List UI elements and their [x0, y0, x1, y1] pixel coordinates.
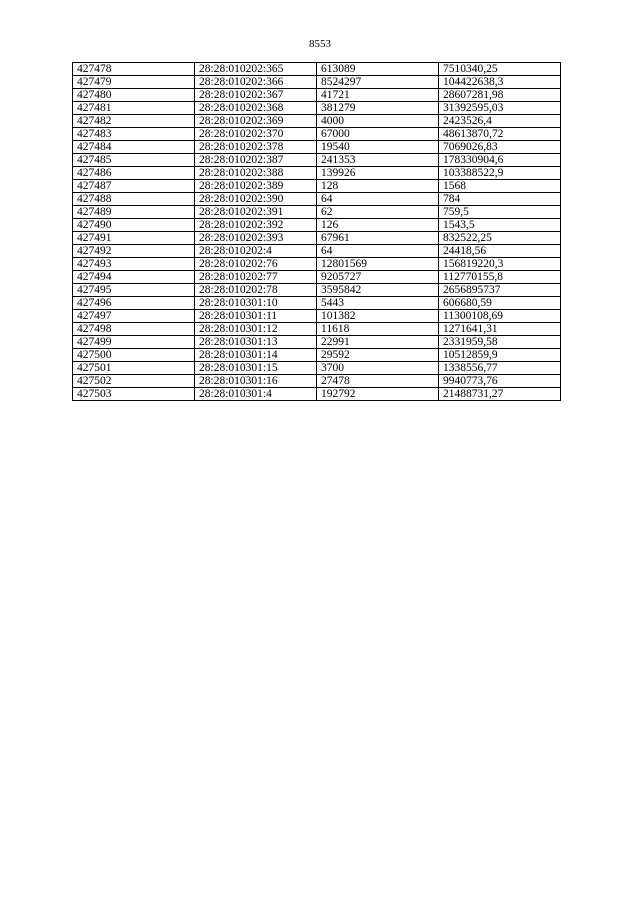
- cell-value: 21488731,27: [439, 388, 561, 401]
- table-row: [73, 349, 561, 362]
- cell-cadastral-id: 28:28:010301:11: [195, 310, 317, 323]
- cell-cadastral-id: 28:28:010301:14: [195, 349, 317, 362]
- cell-cadastral-id: 28:28:010202:388: [195, 167, 317, 180]
- cell-cadastral-id: 28:28:010202:4: [195, 245, 317, 258]
- cell-number: 427487: [73, 180, 195, 193]
- cell-cadastral-id: 28:28:010202:77: [195, 271, 317, 284]
- cell-value: 832522,25: [439, 232, 561, 245]
- cell-number: 427501: [73, 362, 195, 375]
- cell-area: 241353: [317, 154, 439, 167]
- cell-number: 427498: [73, 323, 195, 336]
- table-row: [73, 258, 561, 271]
- cell-area: 41721: [317, 89, 439, 102]
- cell-value: 7510340,25: [439, 63, 561, 76]
- cell-value: 784: [439, 193, 561, 206]
- cell-number: 427483: [73, 128, 195, 141]
- cell-number: 427484: [73, 141, 195, 154]
- table-row: [73, 102, 561, 115]
- cell-number: 427495: [73, 284, 195, 297]
- cell-value: 31392595,03: [439, 102, 561, 115]
- table-row: [73, 284, 561, 297]
- table-row: [73, 362, 561, 375]
- cell-number: 427481: [73, 102, 195, 115]
- cell-value: 28607281,98: [439, 89, 561, 102]
- cell-value: 1568: [439, 180, 561, 193]
- cell-number: 427492: [73, 245, 195, 258]
- cell-number: 427499: [73, 336, 195, 349]
- cell-cadastral-id: 28:28:010301:15: [195, 362, 317, 375]
- cell-cadastral-id: 28:28:010301:16: [195, 375, 317, 388]
- table-row: [73, 154, 561, 167]
- cell-area: 139926: [317, 167, 439, 180]
- cell-area: 62: [317, 206, 439, 219]
- table-row: [73, 167, 561, 180]
- page-number: 8553: [309, 38, 331, 50]
- cell-value: 759,5: [439, 206, 561, 219]
- cell-value: 1338556,77: [439, 362, 561, 375]
- cell-number: 427482: [73, 115, 195, 128]
- cell-cadastral-id: 28:28:010202:393: [195, 232, 317, 245]
- cell-area: 8524297: [317, 76, 439, 89]
- cell-number: 427491: [73, 232, 195, 245]
- cell-area: 22991: [317, 336, 439, 349]
- cell-cadastral-id: 28:28:010202:76: [195, 258, 317, 271]
- cell-cadastral-id: 28:28:010301:10: [195, 297, 317, 310]
- cell-area: 101382: [317, 310, 439, 323]
- cell-area: 67961: [317, 232, 439, 245]
- cell-area: 11618: [317, 323, 439, 336]
- table-row: [73, 375, 561, 388]
- table-row: [73, 388, 561, 401]
- cell-cadastral-id: 28:28:010202:387: [195, 154, 317, 167]
- cell-area: 192792: [317, 388, 439, 401]
- cell-value: 11300108,69: [439, 310, 561, 323]
- table-row: [73, 245, 561, 258]
- table-body: [73, 63, 561, 401]
- cell-cadastral-id: 28:28:010202:390: [195, 193, 317, 206]
- cell-value: 2656895737: [439, 284, 561, 297]
- cell-number: 427478: [73, 63, 195, 76]
- cell-value: 48613870,72: [439, 128, 561, 141]
- cell-area: 613089: [317, 63, 439, 76]
- table-row: [73, 76, 561, 89]
- cell-value: 103388522,9: [439, 167, 561, 180]
- cell-number: 427490: [73, 219, 195, 232]
- cell-value: 9940773,76: [439, 375, 561, 388]
- cell-value: 10512859,9: [439, 349, 561, 362]
- cell-cadastral-id: 28:28:010202:78: [195, 284, 317, 297]
- cell-area: 19540: [317, 141, 439, 154]
- cell-area: 64: [317, 193, 439, 206]
- cell-cadastral-id: 28:28:010202:368: [195, 102, 317, 115]
- cell-number: 427496: [73, 297, 195, 310]
- cell-cadastral-id: 28:28:010202:389: [195, 180, 317, 193]
- table-row: [73, 310, 561, 323]
- cell-cadastral-id: 28:28:010301:12: [195, 323, 317, 336]
- cell-number: 427502: [73, 375, 195, 388]
- cell-cadastral-id: 28:28:010202:369: [195, 115, 317, 128]
- cell-number: 427497: [73, 310, 195, 323]
- table-row: [73, 232, 561, 245]
- cell-number: 427500: [73, 349, 195, 362]
- cell-cadastral-id: 28:28:010202:392: [195, 219, 317, 232]
- cell-value: 1271641,31: [439, 323, 561, 336]
- cell-area: 381279: [317, 102, 439, 115]
- cell-value: 2331959,58: [439, 336, 561, 349]
- cell-number: 427503: [73, 388, 195, 401]
- table-row: [73, 115, 561, 128]
- table-row: [73, 323, 561, 336]
- cell-cadastral-id: 28:28:010202:366: [195, 76, 317, 89]
- table-row: [73, 180, 561, 193]
- cell-number: 427486: [73, 167, 195, 180]
- cell-value: 2423526,4: [439, 115, 561, 128]
- cell-value: 606680,59: [439, 297, 561, 310]
- data-table: [72, 62, 561, 401]
- cell-value: 1543,5: [439, 219, 561, 232]
- cell-value: 156819220,3: [439, 258, 561, 271]
- cell-cadastral-id: 28:28:010202:367: [195, 89, 317, 102]
- cell-area: 3700: [317, 362, 439, 375]
- cell-number: 427488: [73, 193, 195, 206]
- cell-value: 24418,56: [439, 245, 561, 258]
- cell-area: 9205727: [317, 271, 439, 284]
- cell-area: 67000: [317, 128, 439, 141]
- table-row: [73, 63, 561, 76]
- table-row: [73, 206, 561, 219]
- cell-number: 427480: [73, 89, 195, 102]
- table-row: [73, 219, 561, 232]
- table-row: [73, 336, 561, 349]
- cell-number: 427489: [73, 206, 195, 219]
- table-row: [73, 193, 561, 206]
- cell-value: 104422638,3: [439, 76, 561, 89]
- cell-area: 3595842: [317, 284, 439, 297]
- cell-cadastral-id: 28:28:010301:4: [195, 388, 317, 401]
- cell-number: 427485: [73, 154, 195, 167]
- table-row: [73, 141, 561, 154]
- table-row: [73, 128, 561, 141]
- cell-value: 112770155,8: [439, 271, 561, 284]
- cell-area: 64: [317, 245, 439, 258]
- cell-area: 128: [317, 180, 439, 193]
- table-row: [73, 297, 561, 310]
- cell-number: 427479: [73, 76, 195, 89]
- cell-cadastral-id: 28:28:010301:13: [195, 336, 317, 349]
- table-row: [73, 271, 561, 284]
- cell-area: 29592: [317, 349, 439, 362]
- cell-value: 7069026,83: [439, 141, 561, 154]
- cell-area: 27478: [317, 375, 439, 388]
- cell-area: 126: [317, 219, 439, 232]
- table-row: [73, 89, 561, 102]
- cell-value: 178330904,6: [439, 154, 561, 167]
- cell-cadastral-id: 28:28:010202:391: [195, 206, 317, 219]
- cell-cadastral-id: 28:28:010202:378: [195, 141, 317, 154]
- cell-cadastral-id: 28:28:010202:365: [195, 63, 317, 76]
- cell-area: 5443: [317, 297, 439, 310]
- cell-area: 4000: [317, 115, 439, 128]
- cell-number: 427494: [73, 271, 195, 284]
- cell-number: 427493: [73, 258, 195, 271]
- cell-cadastral-id: 28:28:010202:370: [195, 128, 317, 141]
- cell-area: 12801569: [317, 258, 439, 271]
